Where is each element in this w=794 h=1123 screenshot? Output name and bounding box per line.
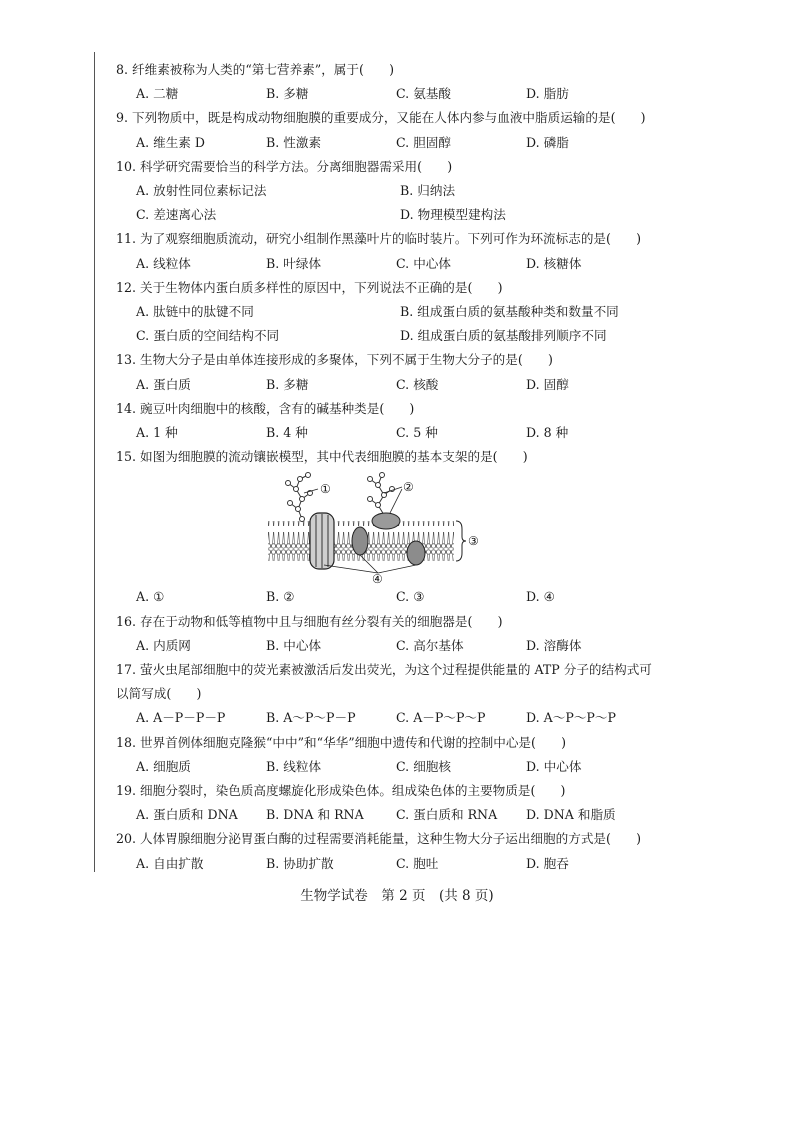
option-c: C. 5 种	[396, 425, 438, 441]
option-row	[116, 373, 656, 397]
figure-label-2: ②	[403, 480, 414, 495]
option-c: C. 细胞核	[396, 758, 451, 774]
option-a: A. 肽链中的肽键不同	[136, 304, 254, 320]
question-stem: 18. 世界首例体细胞克隆猴“中中”和“华华”细胞中遗传和代谢的控制中心是( )	[116, 734, 567, 750]
option-d: D. 磷脂	[526, 134, 569, 150]
option-row	[116, 706, 656, 730]
option-b: B. 多糖	[266, 376, 309, 392]
option-row	[116, 82, 656, 106]
option-row	[116, 131, 656, 155]
question-stem: 9. 下列物质中，既是构成动物细胞膜的重要成分，又能在人体内参与血液中脂质运输的是( )	[116, 110, 646, 126]
question-9	[116, 106, 656, 154]
question-stem: 17. 萤火虫尾部细胞中的荧光素被激活后发出荧光，为这个过程提供能量的 ATP 分子的结构式可以简写成( )	[116, 662, 652, 702]
option-a: A. 蛋白质和 DNA	[136, 807, 238, 823]
option-grid	[116, 179, 656, 227]
option-b: B. 性激素	[266, 134, 322, 150]
option-grid	[116, 300, 656, 348]
question-11	[116, 227, 656, 275]
option-a: A. 放射性同位素标记法	[136, 183, 267, 199]
option-row	[116, 852, 656, 876]
option-b: B. A～P～P－P	[266, 710, 356, 726]
option-d: D. 组成蛋白质的氨基酸排列顺序不同	[400, 328, 607, 344]
option-c: C. 胞吐	[396, 855, 439, 871]
question-17	[116, 658, 656, 731]
question-16	[116, 610, 656, 658]
bilayer-brace	[456, 521, 466, 561]
figure-label-3: ③	[468, 534, 479, 549]
option-c: C. 氨基酸	[396, 86, 451, 102]
page-footer: 生物学试卷 第 2 页 (共 8 页)	[300, 888, 494, 904]
figure-label-4: ④	[372, 572, 383, 586]
fluid-mosaic-model-diagram	[266, 469, 496, 585]
question-14	[116, 397, 656, 445]
option-d: D. 溶酶体	[526, 637, 582, 653]
option-d: D. ④	[526, 589, 555, 605]
option-a: A. 线粒体	[136, 255, 191, 271]
question-stem: 10. 科学研究需要恰当的科学方法。分离细胞器需采用( )	[116, 158, 453, 174]
question-stem: 14. 豌豆叶肉细胞中的核酸，含有的碱基种类是( )	[116, 400, 415, 416]
option-d: D. DNA 和脂质	[526, 807, 616, 823]
glycoprotein-chain-right	[368, 473, 395, 516]
cell-membrane-figure	[266, 469, 656, 585]
option-d: D. 物理模型建构法	[400, 207, 506, 223]
transmembrane-protein	[310, 513, 334, 569]
option-a: A. 蛋白质	[136, 376, 191, 392]
option-c: C. 蛋白质和 RNA	[396, 807, 498, 823]
option-b: B. 协助扩散	[266, 855, 334, 871]
option-d: D. 8 种	[526, 425, 569, 441]
option-a: A. 自由扩散	[136, 855, 204, 871]
inner-protein	[407, 541, 425, 565]
question-stem: 20. 人体胃腺细胞分泌胃蛋白酶的过程需要消耗能量，这种生物大分子运出细胞的方式是( )	[116, 831, 642, 847]
question-stem: 15. 如图为细胞膜的流动镶嵌模型，其中代表细胞膜的基本支架的是( )	[116, 449, 528, 465]
option-a: A. 维生素 D	[136, 134, 205, 150]
question-sheet	[116, 58, 656, 876]
option-row	[116, 755, 656, 779]
option-b: B. 叶绿体	[266, 255, 322, 271]
option-a: A. 内质网	[136, 637, 191, 653]
option-b: B. DNA 和 RNA	[266, 807, 364, 823]
option-a: A. A－P－P－P	[136, 710, 226, 726]
question-19	[116, 779, 656, 827]
option-d: D. A～P～P～P	[526, 710, 616, 726]
option-c: C. ③	[396, 589, 425, 605]
question-stem: 13. 生物大分子是由单体连接形成的多聚体，下列不属于生物大分子的是( )	[116, 352, 553, 368]
question-13	[116, 348, 656, 396]
option-b: B. 归纳法	[400, 183, 456, 199]
option-d: D. 核糖体	[526, 255, 582, 271]
glycoprotein-chain-left	[286, 473, 313, 522]
option-b: B. 组成蛋白质的氨基酸种类和数量不同	[400, 304, 619, 320]
question-20	[116, 827, 656, 875]
option-a: A. 二糖	[136, 86, 179, 102]
option-d: D. 固醇	[526, 376, 569, 392]
option-c: C. 差速离心法	[136, 207, 217, 223]
option-a: A. ①	[136, 589, 165, 605]
option-b: B. 中心体	[266, 637, 322, 653]
option-c: C. 中心体	[396, 255, 451, 271]
option-c: C. 胆固醇	[396, 134, 451, 150]
question-10	[116, 155, 656, 228]
option-d: D. 中心体	[526, 758, 582, 774]
option-c: C. 高尔基体	[396, 637, 464, 653]
option-d: D. 脂肪	[526, 86, 569, 102]
option-b: B. 多糖	[266, 86, 309, 102]
question-15	[116, 445, 656, 609]
option-row	[116, 634, 656, 658]
option-row	[116, 421, 656, 445]
question-8	[116, 58, 656, 106]
question-12	[116, 276, 656, 349]
option-row	[116, 252, 656, 276]
option-b: B. 线粒体	[266, 758, 322, 774]
question-stem: 8. 纤维素被称为人类的“第七营养素”，属于( )	[116, 62, 395, 77]
option-b: B. ②	[266, 589, 295, 605]
option-b: B. 4 种	[266, 425, 308, 441]
option-row	[116, 585, 656, 609]
embedded-protein	[352, 527, 368, 555]
question-stem: 12. 关于生物体内蛋白质多样性的原因中，下列说法不正确的是( )	[116, 279, 503, 295]
option-a: A. 1 种	[136, 425, 178, 441]
question-18	[116, 731, 656, 779]
binding-margin-line	[94, 52, 95, 872]
question-stem: 16. 存在于动物和低等植物中且与细胞有丝分裂有关的细胞器是( )	[116, 613, 503, 629]
option-c: C. 核酸	[396, 376, 439, 392]
surface-protein	[372, 513, 400, 529]
option-c: C. A－P～P～P	[396, 710, 486, 726]
option-row	[116, 803, 656, 827]
question-stem: 19. 细胞分裂时，染色质高度螺旋化形成染色体。组成染色体的主要物质是( )	[116, 783, 566, 799]
figure-label-1: ①	[320, 482, 331, 497]
option-c: C. 蛋白质的空间结构不同	[136, 328, 280, 344]
option-d: D. 胞吞	[526, 855, 569, 871]
question-stem: 11. 为了观察细胞质流动，研究小组制作黑藻叶片的临时装片。下列可作为环流标志的是( )	[116, 231, 642, 247]
option-a: A. 细胞质	[136, 758, 191, 774]
